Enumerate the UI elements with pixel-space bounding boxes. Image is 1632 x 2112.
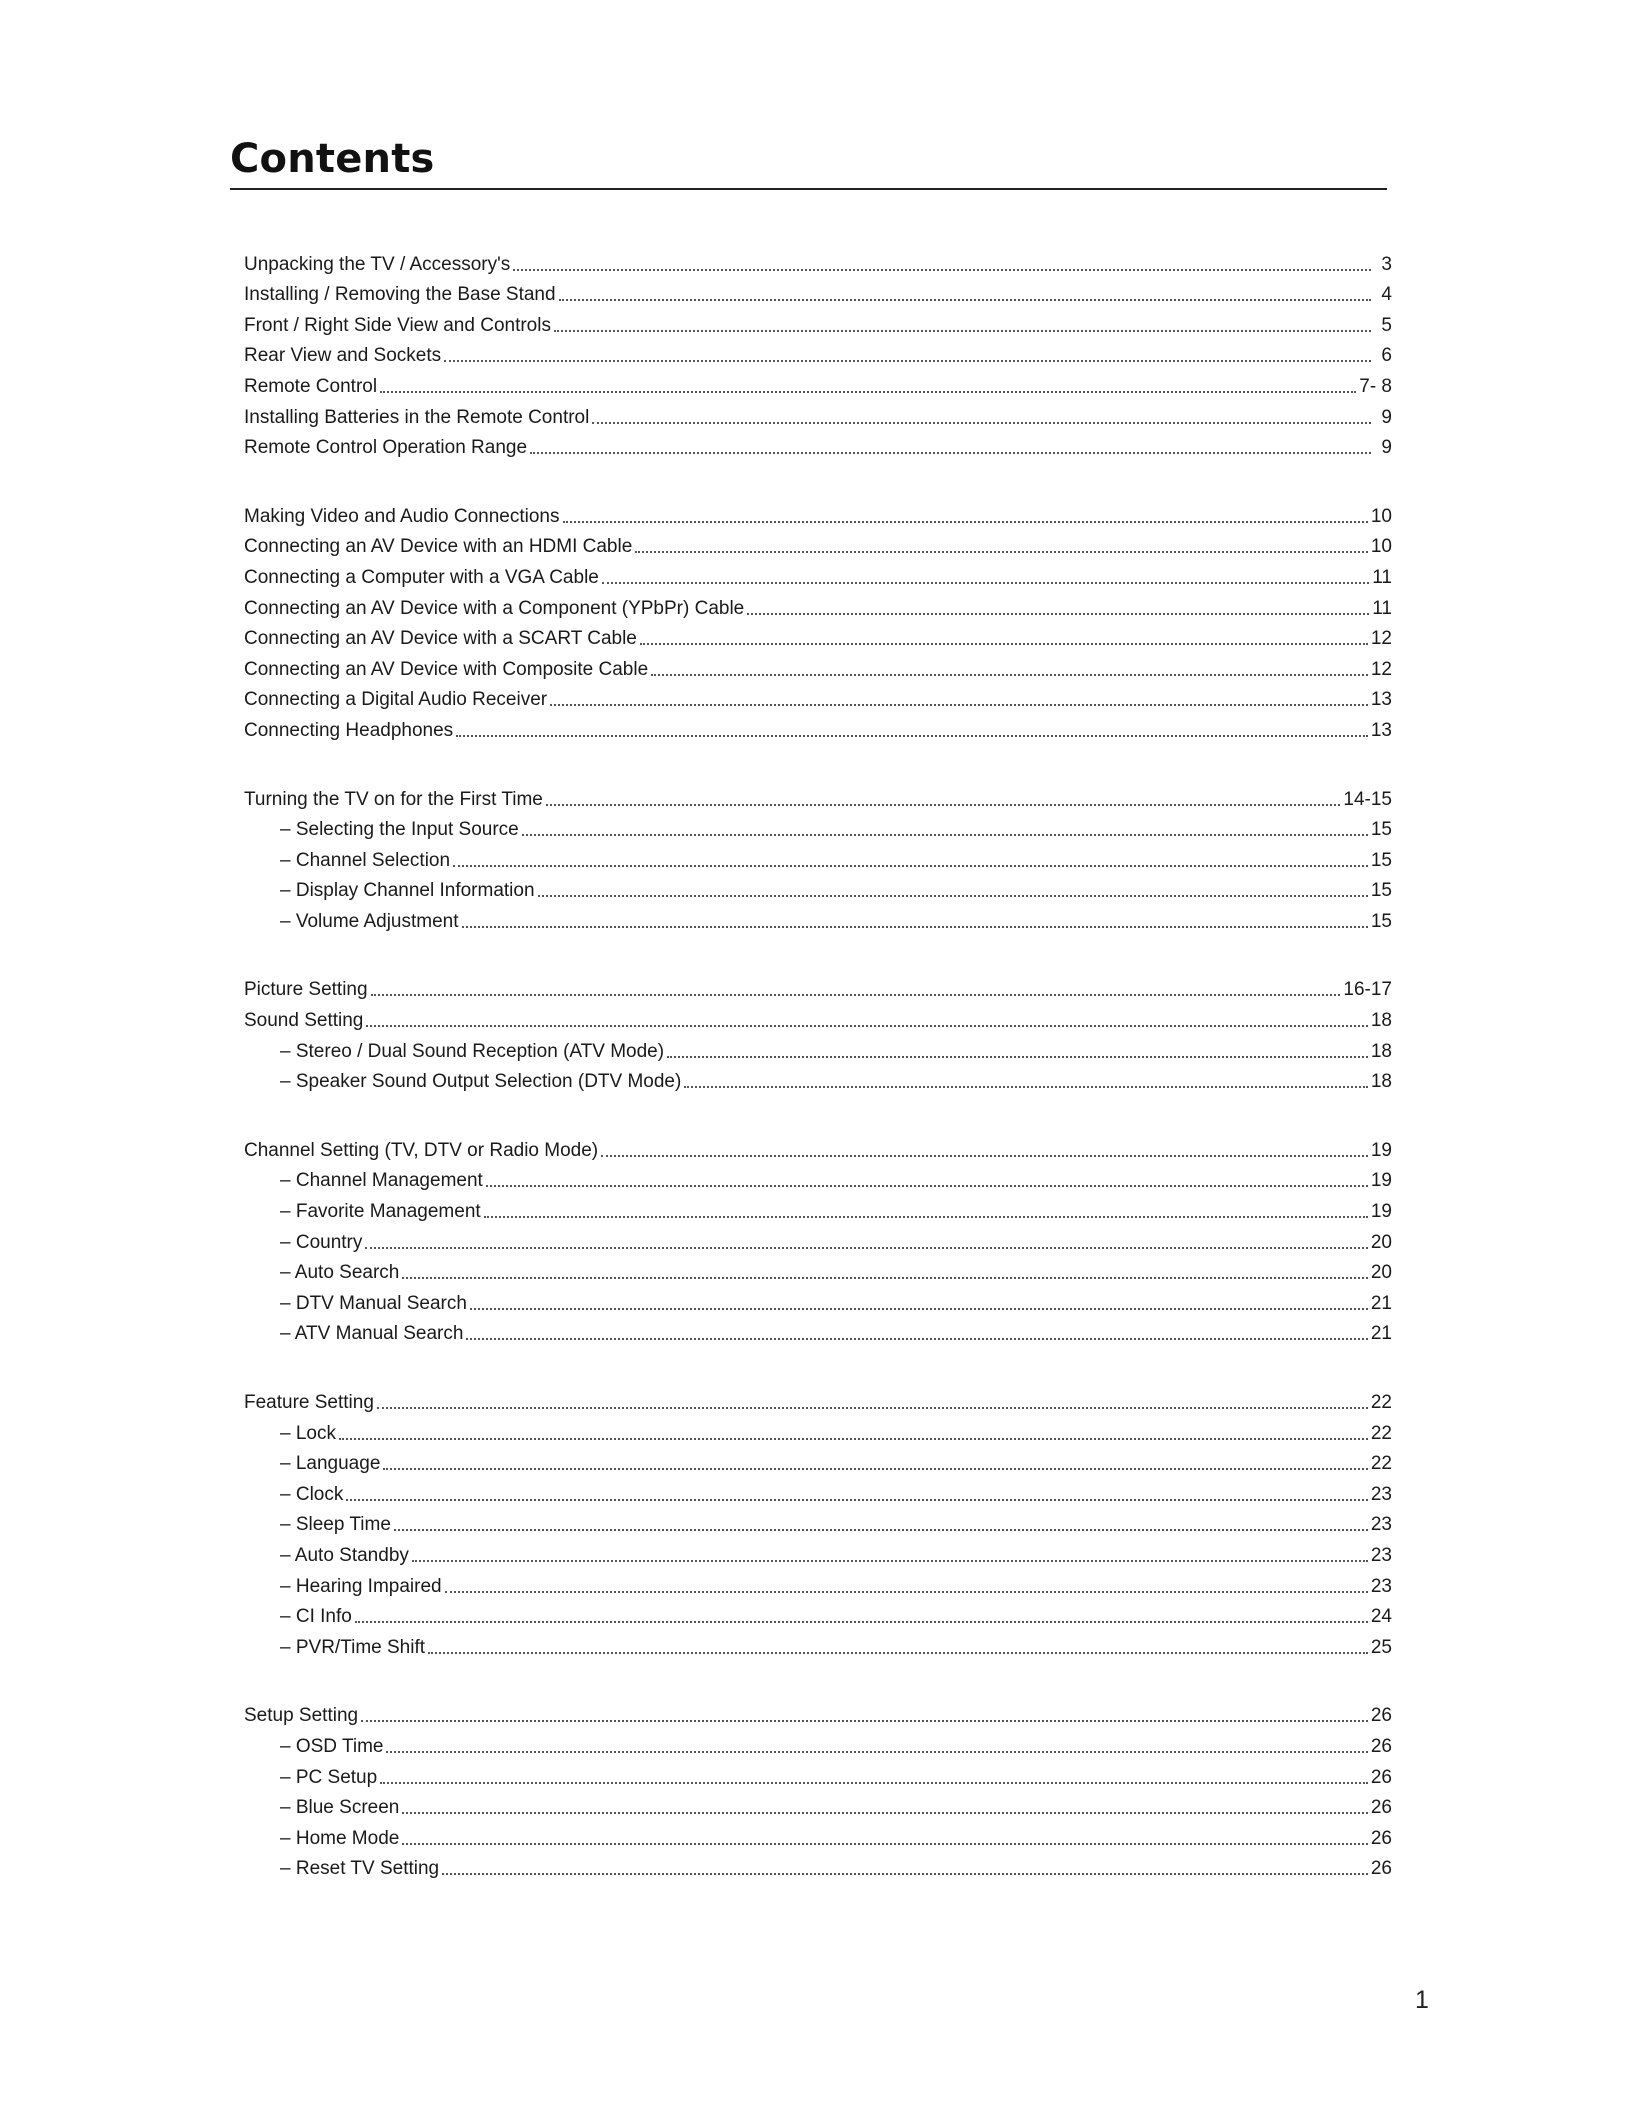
toc-entry-title: – Clock (280, 1483, 344, 1505)
dot-leader (339, 1438, 1368, 1440)
toc-entry-page: 15 (1370, 880, 1392, 902)
dot-leader (522, 834, 1368, 836)
toc-entry-page: 15 (1370, 819, 1392, 841)
toc-subentry (244, 1162, 1392, 1193)
toc-entry-title: Making Video and Audio Connections (244, 505, 560, 527)
toc-entry-title: Remote Control Operation Range (244, 437, 528, 459)
dot-leader (402, 1812, 1368, 1814)
dot-leader (651, 674, 1368, 676)
toc-entry-page: 22 (1370, 1422, 1392, 1444)
toc-entry-page: 19 (1370, 1170, 1392, 1192)
dot-leader (453, 865, 1368, 867)
table-of-contents (244, 245, 1392, 1918)
toc-entry (244, 650, 1392, 681)
dot-leader (466, 1338, 1367, 1340)
toc-subentry (244, 1445, 1392, 1476)
toc-entry-page: 22 (1370, 1453, 1392, 1475)
toc-entry-title: Connecting an AV Device with a SCART Cable (244, 628, 637, 650)
toc-entry-title: – Lock (280, 1422, 336, 1444)
dot-leader (402, 1277, 1367, 1279)
toc-entry-title: Installing Batteries in the Remote Control (244, 406, 590, 428)
toc-entry-title: Unpacking the TV / Accessory's (244, 253, 511, 275)
toc-entry-title: Connecting an AV Device with a Component (YPbPr) Cable (244, 597, 745, 619)
toc-entry-title: Connecting an AV Device with Composite Cable (244, 658, 649, 680)
toc-entry-page: 6 (1381, 345, 1392, 367)
toc-entry-title: Sound Setting (244, 1010, 364, 1032)
dot-leader (402, 1843, 1368, 1845)
toc-entry-page: 10 (1370, 536, 1392, 558)
toc-entry-title: – PVR/Time Shift (280, 1636, 426, 1658)
toc-entry-page: 26 (1370, 1858, 1392, 1880)
toc-entry-page: 15 (1370, 849, 1392, 871)
toc-entry (244, 245, 1392, 276)
dot-leader (371, 994, 1341, 996)
dot-leader (445, 1591, 1368, 1593)
dot-leader (530, 452, 1371, 454)
toc-entry-page: 23 (1370, 1544, 1392, 1566)
toc-entry (244, 681, 1392, 712)
dot-leader (684, 1086, 1368, 1088)
toc-entry-title: Rear View and Sockets (244, 345, 442, 367)
toc-entry (244, 276, 1392, 307)
toc-entry (244, 306, 1392, 337)
dot-leader (538, 895, 1368, 897)
toc-entry-title: Connecting a Digital Audio Receiver (244, 689, 548, 711)
toc-entry-page: 23 (1370, 1514, 1392, 1536)
toc-entry-page: 21 (1370, 1292, 1392, 1314)
toc-entry-page: 26 (1370, 1797, 1392, 1819)
dot-leader (484, 1216, 1368, 1218)
toc-entry-page: 16-17 (1343, 979, 1392, 1001)
toc-entry-title: – Home Mode (280, 1827, 400, 1849)
dot-leader (365, 1247, 1367, 1249)
dot-leader (442, 1873, 1368, 1875)
toc-subentry (244, 1284, 1392, 1315)
toc-subentry (244, 1475, 1392, 1506)
toc-entry-title: – Favorite Management (280, 1201, 481, 1223)
dot-leader (456, 735, 1368, 737)
dot-leader (563, 521, 1368, 523)
toc-entry-title: Picture Setting (244, 979, 368, 1001)
toc-entry-page: 18 (1370, 1071, 1392, 1093)
toc-section (244, 1383, 1392, 1658)
toc-entry-page: 4 (1381, 284, 1392, 306)
toc-subentry (244, 872, 1392, 903)
toc-section (244, 971, 1392, 1093)
toc-entry (244, 620, 1392, 651)
toc-entry-title: – Channel Selection (280, 849, 451, 871)
toc-entry-title: – Reset TV Setting (280, 1858, 440, 1880)
toc-entry-page: 26 (1370, 1705, 1392, 1727)
toc-entry (244, 497, 1392, 528)
toc-entry-title: – Sleep Time (280, 1514, 391, 1536)
toc-entry-page: 21 (1370, 1323, 1392, 1345)
dot-leader (667, 1056, 1368, 1058)
dot-leader (470, 1308, 1368, 1310)
toc-entry-page: 26 (1370, 1827, 1392, 1849)
toc-entry-title: Front / Right Side View and Controls (244, 314, 551, 336)
dot-leader (394, 1529, 1368, 1531)
toc-entry-title: – Stereo / Dual Sound Reception (ATV Mode) (280, 1040, 665, 1062)
toc-entry-title: Setup Setting (244, 1705, 359, 1727)
toc-entry-page: 20 (1370, 1231, 1392, 1253)
toc-subentry (244, 1223, 1392, 1254)
dot-leader (747, 613, 1369, 615)
toc-entry-page: 15 (1370, 910, 1392, 932)
toc-section (244, 497, 1392, 742)
toc-subentry (244, 1758, 1392, 1789)
toc-section (244, 1131, 1392, 1345)
dot-leader (386, 1751, 1367, 1753)
toc-entry-title: – Speaker Sound Output Selection (DTV Mode) (280, 1071, 682, 1093)
dot-leader (513, 269, 1371, 271)
toc-subentry (244, 1536, 1392, 1567)
toc-section (244, 1697, 1392, 1881)
toc-entry-page: 10 (1370, 505, 1392, 527)
toc-entry-title: – Blue Screen (280, 1797, 400, 1819)
toc-entry-title: – ATV Manual Search (280, 1323, 464, 1345)
toc-entry-page: 22 (1370, 1392, 1392, 1413)
dot-leader (640, 643, 1368, 645)
toc-entry (244, 528, 1392, 559)
toc-entry-page: 3 (1381, 253, 1392, 275)
toc-entry-page: 20 (1370, 1262, 1392, 1284)
toc-entry-page: 18 (1370, 1040, 1392, 1062)
toc-entry-page: 25 (1370, 1636, 1392, 1658)
dot-leader (366, 1025, 1367, 1027)
toc-entry-page: 13 (1370, 719, 1392, 741)
toc-entry (244, 398, 1392, 429)
dot-leader (377, 1407, 1368, 1409)
dot-leader (550, 704, 1368, 706)
toc-entry (244, 971, 1392, 1002)
toc-entry-page: 7- 8 (1359, 375, 1392, 397)
dot-leader (444, 360, 1371, 362)
toc-entry-page: 23 (1370, 1575, 1392, 1597)
toc-subentry (244, 1850, 1392, 1881)
toc-entry-title: Connecting a Computer with a VGA Cable (244, 566, 599, 588)
toc-subentry (244, 1598, 1392, 1629)
toc-entry-title: – DTV Manual Search (280, 1292, 467, 1314)
toc-section (244, 245, 1392, 459)
toc-entry-title: Installing / Removing the Base Stand (244, 284, 556, 306)
toc-entry-title: – CI Info (280, 1606, 352, 1628)
toc-subentry (244, 1506, 1392, 1537)
toc-subentry (244, 1315, 1392, 1346)
dot-leader (546, 804, 1341, 806)
toc-subentry (244, 1192, 1392, 1223)
toc-subentry (244, 1063, 1392, 1094)
page-number: 1 (1415, 1986, 1429, 2014)
toc-entry-title: Turning the TV on for the First Time (244, 788, 543, 810)
dot-leader (383, 1468, 1367, 1470)
toc-entry (244, 1131, 1392, 1162)
toc-entry-page: 12 (1370, 628, 1392, 650)
toc-subentry (244, 1819, 1392, 1850)
dot-leader (602, 582, 1369, 584)
dot-leader (428, 1652, 1368, 1654)
toc-entry-page: 14-15 (1343, 788, 1392, 810)
toc-entry-title: Connecting Headphones (244, 719, 454, 741)
toc-entry-page: 24 (1370, 1606, 1392, 1628)
toc-entry (244, 589, 1392, 620)
toc-entry-page: 9 (1381, 437, 1392, 459)
toc-section (244, 780, 1392, 933)
dot-leader (554, 330, 1371, 332)
dot-leader (592, 422, 1371, 424)
toc-entry-title: – Channel Management (280, 1170, 483, 1192)
toc-subentry (244, 1628, 1392, 1659)
page-title: Contents (230, 136, 435, 182)
dot-leader (380, 1782, 1368, 1784)
dot-leader (559, 299, 1371, 301)
toc-entry-title: – Country (280, 1231, 363, 1253)
toc-subentry (244, 1789, 1392, 1820)
dot-leader (346, 1499, 1368, 1501)
toc-entry-title: – OSD Time (280, 1735, 384, 1757)
title-rule (230, 188, 1387, 190)
toc-entry-title: Feature Setting (244, 1392, 374, 1413)
toc-subentry (244, 841, 1392, 872)
dot-leader (380, 391, 1356, 393)
toc-entry-title: – Volume Adjustment (280, 910, 459, 932)
toc-entry-page: 26 (1370, 1766, 1392, 1788)
toc-entry-page: 9 (1381, 406, 1392, 428)
toc-entry (244, 367, 1392, 398)
toc-entry-page: 13 (1370, 689, 1392, 711)
dot-leader (462, 926, 1368, 928)
dot-leader (361, 1720, 1368, 1722)
toc-entry-page: 12 (1370, 658, 1392, 680)
toc-entry-page: 23 (1370, 1483, 1392, 1505)
toc-entry-page: 19 (1370, 1201, 1392, 1223)
toc-entry (244, 711, 1392, 742)
toc-entry-title: Remote Control (244, 375, 378, 397)
toc-subentry (244, 1254, 1392, 1285)
toc-entry (244, 558, 1392, 589)
toc-entry (244, 337, 1392, 368)
toc-subentry (244, 1727, 1392, 1758)
toc-entry (244, 1383, 1392, 1414)
toc-entry (244, 1001, 1392, 1032)
toc-subentry (244, 811, 1392, 842)
toc-entry-title: – Selecting the Input Source (280, 819, 519, 841)
dot-leader (601, 1155, 1368, 1157)
toc-entry-title: – PC Setup (280, 1766, 378, 1788)
toc-entry-title: Channel Setting (TV, DTV or Radio Mode) (244, 1139, 599, 1161)
toc-subentry (244, 1414, 1392, 1445)
toc-entry-title: – Hearing Impaired (280, 1575, 442, 1597)
toc-entry-title: – Language (280, 1453, 381, 1475)
dot-leader (635, 551, 1368, 553)
toc-entry-page: 18 (1370, 1010, 1392, 1032)
dot-leader (486, 1185, 1368, 1187)
toc-entry (244, 1697, 1392, 1728)
toc-entry-page: 11 (1372, 597, 1392, 619)
toc-subentry (244, 902, 1392, 933)
toc-entry-page: 26 (1370, 1735, 1392, 1757)
toc-entry (244, 780, 1392, 811)
toc-entry-title: Connecting an AV Device with an HDMI Cable (244, 536, 633, 558)
toc-entry-page: 19 (1370, 1139, 1392, 1161)
toc-entry-title: – Auto Search (280, 1262, 400, 1284)
dot-leader (355, 1621, 1368, 1623)
toc-entry-page: 5 (1381, 314, 1392, 336)
toc-subentry (244, 1567, 1392, 1598)
toc-entry-page: 11 (1372, 566, 1392, 588)
toc-entry-title: – Display Channel Information (280, 880, 535, 902)
toc-subentry (244, 1032, 1392, 1063)
toc-entry-title: – Auto Standby (280, 1544, 409, 1566)
dot-leader (412, 1560, 1368, 1562)
toc-entry (244, 429, 1392, 460)
